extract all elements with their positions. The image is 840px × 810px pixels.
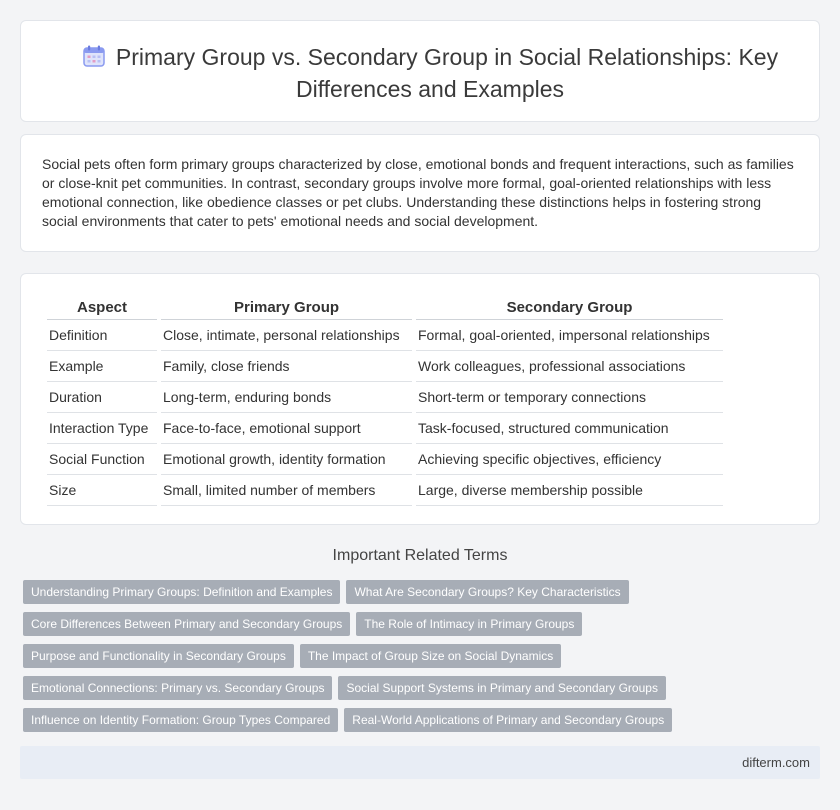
cell-primary: Close, intimate, personal relationships bbox=[161, 320, 412, 351]
related-term-tag[interactable]: Emotional Connections: Primary vs. Secondary Groups bbox=[23, 676, 332, 700]
table-row bbox=[47, 351, 723, 382]
tag-row bbox=[23, 580, 803, 612]
intro-paragraph: Social pets often form primary groups characterized by close, emotional bonds and frequent interactions, such as families or close-knit pet communities. In contrast, secondary groups involve more formal, goal-oriented relationships with less emotional connection, like obedience classes or pet clubs. Understanding these distinctions helps in fostering strong social environments that cater to pets' emotional needs and social development. bbox=[42, 156, 794, 229]
related-term-tag[interactable]: Real-World Applications of Primary and Secondary Groups bbox=[344, 708, 672, 732]
cell-secondary: Large, diverse membership possible bbox=[416, 475, 723, 506]
related-term-tag[interactable]: Purpose and Functionality in Secondary Groups bbox=[23, 644, 294, 668]
footer-site-link[interactable]: difterm.com bbox=[742, 755, 810, 770]
cell-aspect: Social Function bbox=[47, 444, 157, 475]
page-title-text: Primary Group vs. Secondary Group in Social Relationships: Key Differences and Examples bbox=[115, 44, 779, 102]
tag-row bbox=[23, 612, 803, 644]
table-row bbox=[47, 382, 723, 413]
header-secondary-group: Secondary Group bbox=[416, 296, 723, 320]
page-title bbox=[61, 43, 799, 104]
cell-primary: Long-term, enduring bonds bbox=[161, 382, 412, 413]
cell-secondary: Short-term or temporary connections bbox=[416, 382, 723, 413]
cell-primary: Family, close friends bbox=[161, 351, 412, 382]
intro-card bbox=[20, 134, 820, 252]
tag-row bbox=[23, 676, 803, 708]
cell-secondary: Work colleagues, professional associations bbox=[416, 351, 723, 382]
related-term-tag[interactable]: The Impact of Group Size on Social Dynamics bbox=[300, 644, 561, 668]
cell-primary: Face-to-face, emotional support bbox=[161, 413, 412, 444]
cell-secondary: Formal, goal-oriented, impersonal relationships bbox=[416, 320, 723, 351]
title-wrap bbox=[61, 43, 799, 104]
related-term-tag[interactable]: Influence on Identity Formation: Group Types Compared bbox=[23, 708, 338, 732]
cell-primary: Small, limited number of members bbox=[161, 475, 412, 506]
cell-aspect: Definition bbox=[47, 320, 157, 351]
related-term-tag[interactable]: What Are Secondary Groups? Key Characteristics bbox=[346, 580, 628, 604]
header-primary-group: Primary Group bbox=[161, 296, 412, 320]
header-card bbox=[20, 20, 820, 122]
related-terms-list bbox=[23, 580, 803, 740]
table-row bbox=[47, 475, 723, 506]
calendar-icon bbox=[82, 44, 106, 75]
header-aspect: Aspect bbox=[47, 296, 157, 320]
cell-aspect: Size bbox=[47, 475, 157, 506]
related-terms-title: Important Related Terms bbox=[332, 547, 508, 564]
related-term-tag[interactable]: Social Support Systems in Primary and Secondary Groups bbox=[338, 676, 665, 700]
table-row bbox=[47, 413, 723, 444]
cell-secondary: Task-focused, structured communication bbox=[416, 413, 723, 444]
cell-aspect: Duration bbox=[47, 382, 157, 413]
related-term-tag[interactable]: The Role of Intimacy in Primary Groups bbox=[356, 612, 582, 636]
footer-bar bbox=[20, 746, 820, 779]
related-term-tag[interactable]: Core Differences Between Primary and Secondary Groups bbox=[23, 612, 350, 636]
table-row bbox=[47, 320, 723, 351]
comparison-table bbox=[43, 296, 727, 506]
table-row bbox=[47, 444, 723, 475]
tag-row bbox=[23, 644, 803, 676]
cell-aspect: Example bbox=[47, 351, 157, 382]
cell-primary: Emotional growth, identity formation bbox=[161, 444, 412, 475]
related-term-tag[interactable]: Understanding Primary Groups: Definition and Examples bbox=[23, 580, 340, 604]
cell-aspect: Interaction Type bbox=[47, 413, 157, 444]
cell-secondary: Achieving specific objectives, efficiency bbox=[416, 444, 723, 475]
tag-row bbox=[23, 708, 803, 740]
comparison-card bbox=[20, 273, 820, 525]
table-header-row bbox=[47, 296, 723, 320]
